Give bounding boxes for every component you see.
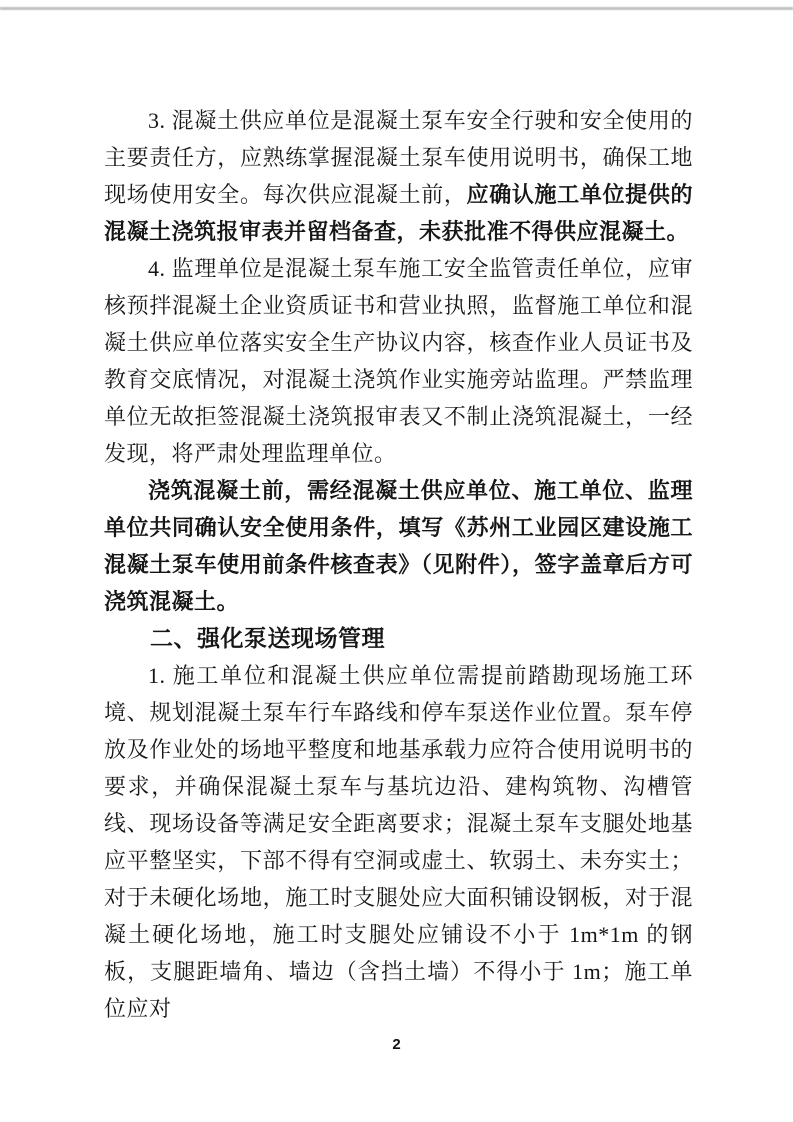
paragraph-emphasis: 浇筑混凝土前，需经混凝土供应单位、施工单位、监理单位共同确认安全使用条件，填写《苏州工业园区建设施工混凝土泵车使用前条件核查表》（见附件），签字盖章后方可浇筑混凝土。 bbox=[104, 478, 693, 614]
clause-3-normal-text: 3. 混凝土供应单位是混凝土泵车安全行驶和安全使用的主要责任方，应熟练掌握混凝土泵车使用说明书，确保工地现场使用安全。每次供应混凝土前， bbox=[104, 108, 693, 207]
clause-3-bold-text: 应确认施工单位提供的混凝土浇筑报审表并留档备查，未获批准不得供应混凝土。 bbox=[104, 182, 693, 244]
document-body bbox=[104, 102, 693, 1027]
page-number: 2 bbox=[392, 1036, 401, 1053]
paragraph-clause-4: 4. 监理单位是混凝土泵车施工安全监管责任单位，应审核预拌混凝土企业资质证书和营业执照，监督施工单位和混凝土供应单位落实安全生产协议内容，核查作业人员证书及教育交底情况，对混凝土浇筑作业实施旁站监理。严禁监理单位无故拒签混凝土浇筑报审表又不制止浇筑混凝土，一经发现，将严肃处理监理单位。 bbox=[104, 256, 693, 466]
scan-artifact-line bbox=[0, 7, 793, 10]
paragraph-clause-1: 1. 施工单位和混凝土供应单位需提前踏勘现场施工环境、规划混凝土泵车行车路线和停车泵送作业位置。泵车停放及作业处的场地平整度和地基承载力应符合使用说明书的要求，并确保混凝土泵车与基坑边沿、建构筑物、沟槽管线、现场设备等满足安全距离要求；混凝土泵车支腿处地基应平整坚实，下部不得有空洞或虚土、软弱土、未夯实土；对于未硬化场地，施工时支腿处应大面积铺设钢板，对于混凝土硬化场地，施工时支腿处应铺设不小于 1m*1m 的钢板，支腿距墙角、墙边（含挡土墙）不得小于 1m；施工单位应对 bbox=[104, 663, 693, 1021]
paragraph-clause-3 bbox=[104, 102, 693, 250]
section-heading: 二、强化泵送现场管理 bbox=[150, 625, 385, 651]
